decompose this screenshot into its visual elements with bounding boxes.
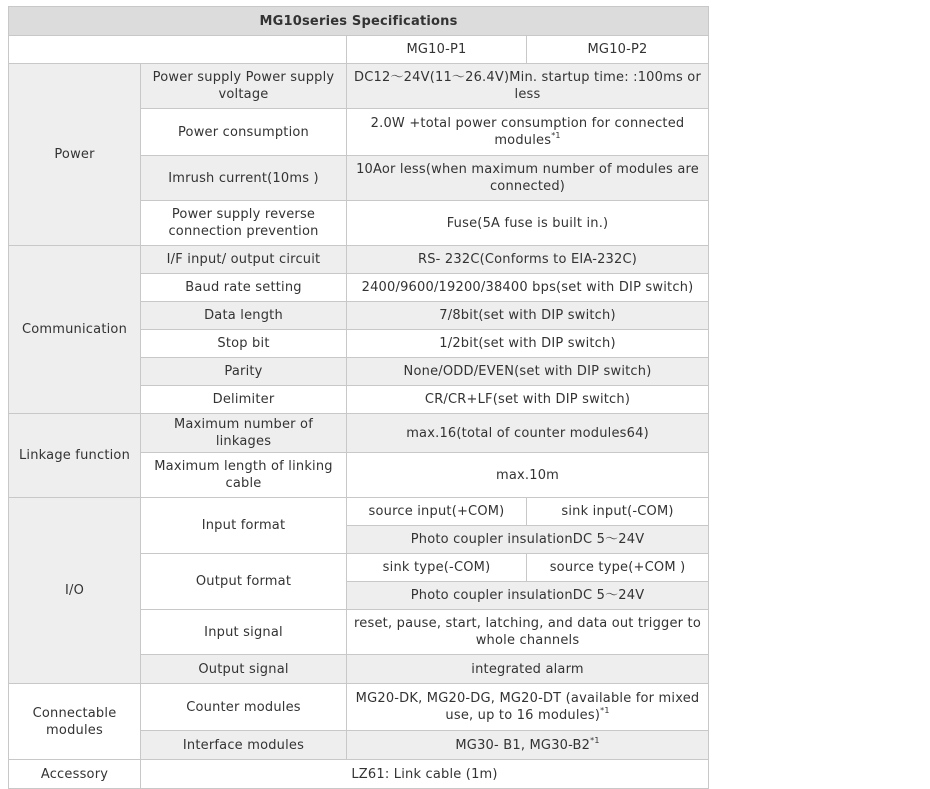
spec-label-supply-voltage: Power supply Power supply voltage: [141, 64, 347, 109]
spec-label-reverse-prevention: Power supply reverse connection prevention: [141, 201, 347, 246]
spec-value-accessory: LZ61: Link cable (1m): [141, 760, 709, 789]
spec-label-inrush-current: Imrush current(10ms ): [141, 156, 347, 201]
power-consumption-text: 2.0W +total power consumption for connected modules: [370, 116, 685, 148]
spec-value-max-cable-length: max.10m: [347, 453, 709, 498]
spec-value-interface-modules: [347, 731, 709, 760]
spec-label-delimiter: Delimiter: [141, 386, 347, 414]
spec-label-interface-modules: Interface modules: [141, 731, 347, 760]
spec-value-parity: None/ODD/EVEN(set with DIP switch): [347, 358, 709, 386]
footnote-mark: *1: [590, 735, 600, 745]
category-io: I/O: [9, 498, 141, 684]
specifications-table: [8, 6, 709, 789]
spec-label-counter-modules: Counter modules: [141, 684, 347, 731]
spec-label-data-length: Data length: [141, 302, 347, 330]
header-blank-cell: [9, 36, 347, 64]
spec-value-output-signal: integrated alarm: [347, 655, 709, 684]
spec-label-input-signal: Input signal: [141, 610, 347, 655]
spec-value-output-format-p1: sink type(-COM): [347, 554, 527, 582]
spec-value-input-signal: reset, pause, start, latching, and data out trigger to whole channels: [347, 610, 709, 655]
spec-value-input-format-p2: sink input(-COM): [527, 498, 709, 526]
category-communication: Communication: [9, 246, 141, 414]
category-linkage: Linkage function: [9, 414, 141, 498]
table-title: MG10series Specifications: [9, 7, 709, 36]
spec-value-reverse-prevention: Fuse(5A fuse is built in.): [347, 201, 709, 246]
spec-value-baud-rate: 2400/9600/19200/38400 bps(set with DIP switch): [347, 274, 709, 302]
spec-value-input-insulation: Photo coupler insulationDC 5～24V: [347, 526, 709, 554]
spec-value-output-insulation: Photo coupler insulationDC 5～24V: [347, 582, 709, 610]
spec-value-power-consumption: [347, 109, 709, 156]
spec-value-counter-modules: [347, 684, 709, 731]
category-power: Power: [9, 64, 141, 246]
model-header-p2: MG10-P2: [527, 36, 709, 64]
footnote-mark: *1: [600, 706, 610, 715]
category-accessory: Accessory: [9, 760, 141, 789]
interface-modules-text: MG30- B1, MG30-B2: [455, 737, 591, 753]
spec-label-output-signal: Output signal: [141, 655, 347, 684]
spec-value-max-linkages: max.16(total of counter modules64): [347, 414, 709, 453]
category-connectable-modules: Connectable modules: [9, 684, 141, 760]
spec-value-input-format-p1: source input(+COM): [347, 498, 527, 526]
counter-modules-text: MG20-DK, MG20-DG, MG20-DT (available for mixed use, up to 16 modules): [355, 691, 700, 723]
spec-label-power-consumption: Power consumption: [141, 109, 347, 156]
spec-value-stop-bit: 1/2bit(set with DIP switch): [347, 330, 709, 358]
spec-value-if-circuit: RS- 232C(Conforms to EIA-232C): [347, 246, 709, 274]
spec-label-stop-bit: Stop bit: [141, 330, 347, 358]
spec-label-max-linkages: Maximum number of linkages: [141, 414, 347, 453]
spec-label-if-circuit: I/F input/ output circuit: [141, 246, 347, 274]
spec-value-output-format-p2: source type(+COM ): [527, 554, 709, 582]
spec-label-output-format: Output format: [141, 554, 347, 610]
model-header-p1: MG10-P1: [347, 36, 527, 64]
spec-label-input-format: Input format: [141, 498, 347, 554]
spec-value-data-length: 7/8bit(set with DIP switch): [347, 302, 709, 330]
spec-label-max-cable-length: Maximum length of linking cable: [141, 453, 347, 498]
spec-value-inrush-current: 10Aor less(when maximum number of modules are connected): [347, 156, 709, 201]
spec-value-delimiter: CR/CR+LF(set with DIP switch): [347, 386, 709, 414]
spec-value-supply-voltage: DC12～24V(11～26.4V)Min. startup time: :100ms or less: [347, 64, 709, 109]
spec-label-baud-rate: Baud rate setting: [141, 274, 347, 302]
footnote-mark: *1: [551, 131, 561, 140]
spec-label-parity: Parity: [141, 358, 347, 386]
